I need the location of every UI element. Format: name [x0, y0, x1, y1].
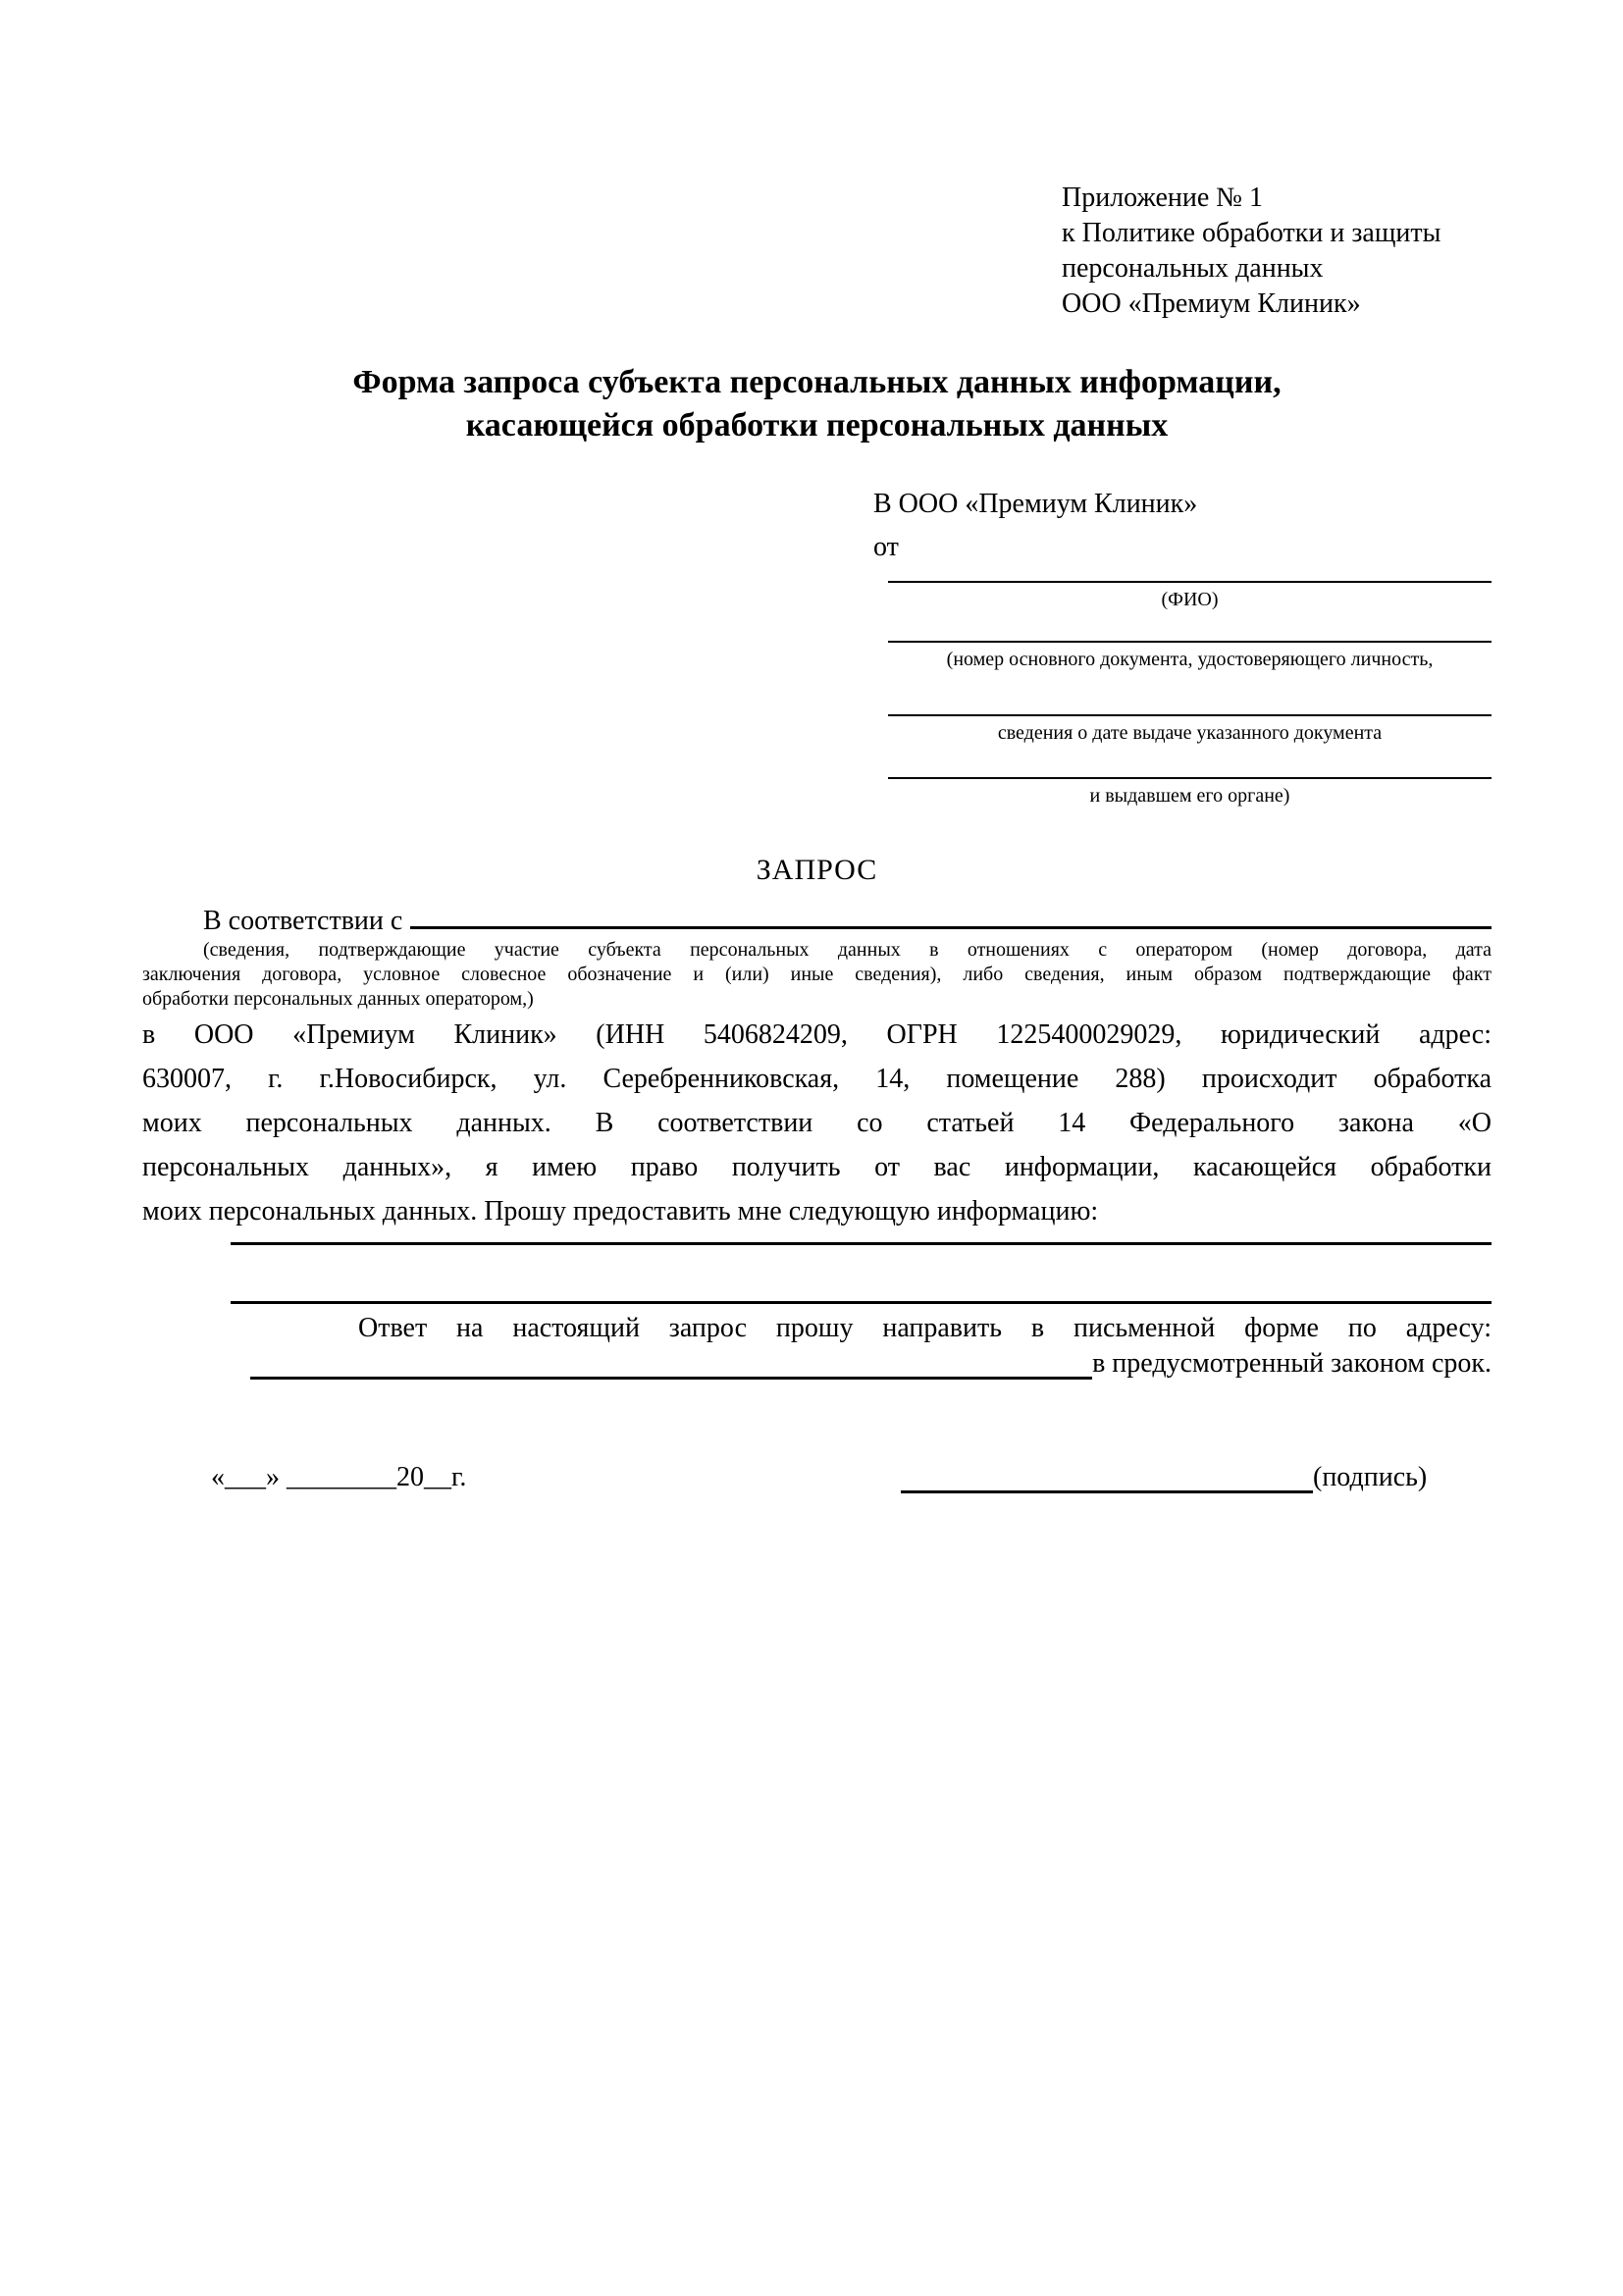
body-paragraph: [142, 1013, 1492, 1233]
signature-row: [142, 1462, 1492, 1501]
footnote: [142, 938, 1492, 1012]
body-line: моих персональных данных. Прошу предоставить мне следующую информацию:: [142, 1196, 1099, 1226]
address-blank-line: [250, 1349, 1092, 1380]
issue-date-blank-line: [888, 714, 1492, 745]
document-title: [142, 361, 1492, 447]
body-line: моих персональных данных. В соответствии со статьей 14 Федерального закона «О: [142, 1108, 1492, 1138]
appendix-line: к Политике обработки и защиты: [1062, 218, 1441, 248]
signature-blank-line: [901, 1463, 1313, 1493]
reply-line1: Ответ на настоящий запрос прошу направить в письменной форме по адресу:: [358, 1313, 1492, 1343]
document-number-blank-line: [888, 641, 1492, 671]
info-blank-line-1: [231, 1242, 1492, 1245]
appendix-line: Приложение № 1: [1062, 183, 1263, 213]
info-blank-line-2: [231, 1301, 1492, 1304]
intro-prefix: В соответствии с: [203, 906, 403, 936]
signature-area: [901, 1462, 1427, 1493]
signature-caption: (подпись): [1313, 1462, 1428, 1492]
appendix-line: ООО «Премиум Клиник»: [1062, 288, 1361, 319]
intro-row: [142, 897, 1492, 937]
body-line: в ООО «Премиум Клиник» (ИНН 5406824209, ОГРН 1225400029029, юридический адрес:: [142, 1019, 1492, 1050]
document-title-line1: Форма запроса субъекта персональных данных информации,: [352, 364, 1282, 400]
addressee-to: В ООО «Премиум Клиник»: [873, 489, 1198, 519]
document-title-line2: касающейся обработки персональных данных: [465, 407, 1169, 444]
document-number-caption: (номер основного документа, удостоверяющего личность,: [946, 649, 1434, 670]
footnote-line: (сведения, подтверждающие участие субъекта персональных данных в отношениях с оператором (номер договора, дата: [203, 939, 1492, 961]
body-line: персональных данных», я имею право получить от вас информации, касающейся обработки: [142, 1152, 1492, 1182]
date-blank: «___» ________20__г.: [211, 1462, 467, 1492]
reply-line2-suffix: в предусмотренный законом срок.: [1092, 1348, 1492, 1379]
appendix-line: персональных данных: [1062, 253, 1324, 284]
fio-blank-line: [888, 581, 1492, 611]
footnote-line: заключения договора, условное словесное обозначение и (или) иные сведения), либо сведения, иным образом подтверждающие факт: [142, 964, 1492, 985]
footnote-line: обработки персональных данных оператором,): [142, 988, 534, 1010]
intro-blank-line: [410, 897, 1492, 929]
addressee-from-label: от: [873, 532, 899, 562]
request-heading: ЗАПРОС: [756, 854, 878, 886]
fio-caption: (ФИО): [1161, 589, 1219, 610]
issuing-authority-blank-line: [888, 777, 1492, 808]
body-line: 630007, г. г.Новосибирск, ул. Серебренниковская, 14, помещение 288) происходит обработка: [142, 1064, 1492, 1094]
appendix-note: [1062, 181, 1440, 322]
issuing-authority-caption: и выдавшем его органе): [1089, 785, 1290, 807]
issue-date-caption: сведения о дате выдаче указанного документа: [997, 722, 1383, 744]
reply-line2: [142, 1348, 1492, 1380]
